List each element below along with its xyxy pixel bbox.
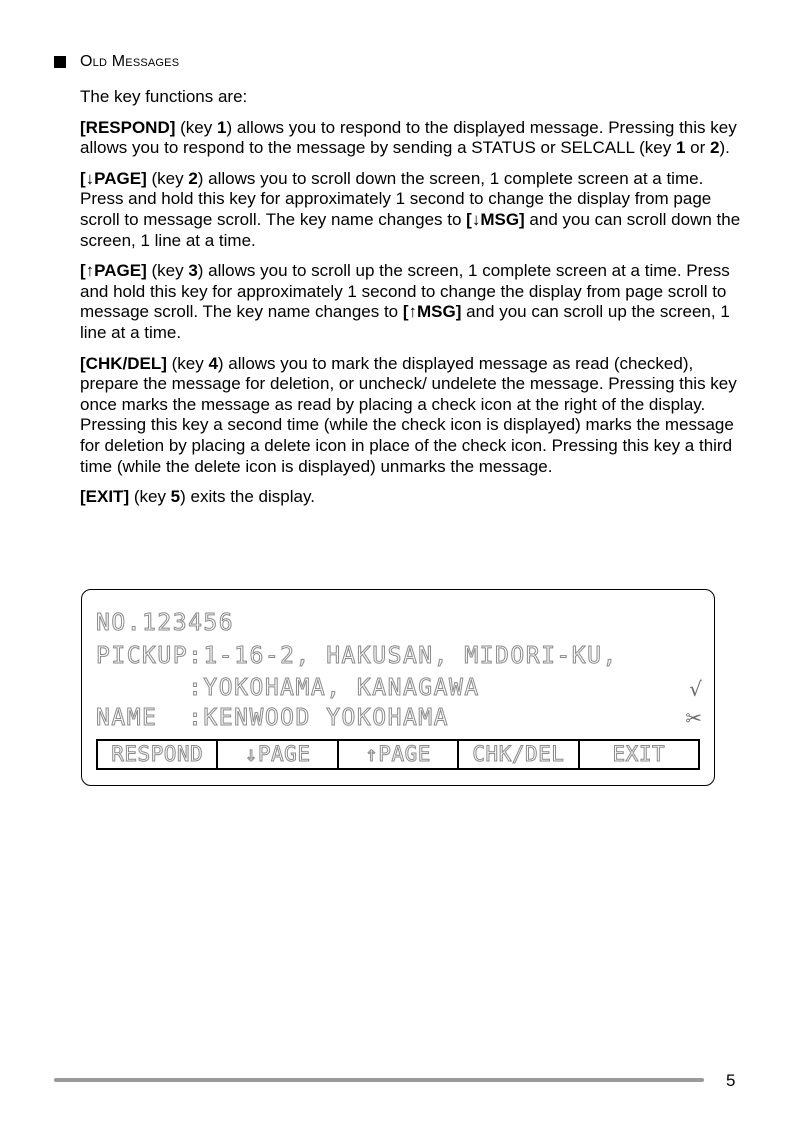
respond-key-label: [RESPOND] — [80, 117, 176, 137]
bullet-square-icon — [54, 56, 66, 68]
chkdel-paragraph: [CHK/DEL] (key 4) allows you to mark the displayed message as read (checked), prepare the message for deletion, or uncheck/ undelete the message. Pressing this key once marks the message as read by placing a check icon at the right of the display. Pressing this key a second time (while the check icon is displayed) marks the message for deletion by placing a delete icon in place of the check icon. Pressing this key a third time (while the delete icon is displayed) unmarks the message. — [80, 353, 737, 476]
pageup-paragraph: [↑PAGE] (key 3) allows you to scroll up the screen, 1 complete screen at a time. Press and hold this key for approximately 1 second to change the display from page scroll to message scroll. The key name changes to [↑MSG] and you can scroll up the screen, 1 line at a time. — [80, 261, 730, 342]
delete-icon: ✂ — [685, 706, 702, 730]
msgup-key-label: [↑MSG] — [402, 302, 462, 322]
lcd-address-line: :YOKOHAMA, KANAGAWA — [96, 675, 480, 701]
lcd-name-line: NAME :KENWOOD YOKOHAMA — [96, 705, 449, 731]
footer-rule — [54, 1078, 704, 1082]
chk-del-softkey[interactable]: CHK/DEL — [459, 741, 579, 768]
chkdel-key-label: [CHK/DEL] — [80, 353, 167, 373]
softkey-bar — [96, 739, 700, 770]
exit-paragraph: [EXIT] (key 5) exits the display. — [80, 487, 315, 507]
pagedown-key-label: [↓PAGE] — [80, 168, 147, 188]
pageup-key-label: [↑PAGE] — [80, 261, 147, 281]
lcd-display-illustration — [81, 589, 715, 786]
intro-text: The key functions are: — [80, 87, 248, 106]
check-icon: √ — [689, 677, 702, 701]
exit-key-label: [EXIT] — [80, 487, 130, 507]
page-up-softkey[interactable]: ↑PAGE — [339, 741, 459, 768]
page-down-softkey[interactable]: ↓PAGE — [218, 741, 338, 768]
lcd-pickup-line: PICKUP:1-16-2, HAKUSAN, MIDORI-KU, — [96, 643, 618, 669]
exit-softkey[interactable]: EXIT — [612, 742, 666, 766]
section-heading — [54, 53, 179, 71]
pagedown-paragraph: [↓PAGE] (key 2) allows you to scroll down the screen, 1 complete screen at a time. Press and hold this key for approximately 1 second to change the display from page scroll to message scroll. The key name changes to [↓MSG] and you can scroll down the screen, 1 line at a time. — [80, 168, 741, 250]
body-text — [80, 87, 745, 518]
msgdown-key-label: [↓MSG] — [466, 209, 525, 229]
page-number: 5 — [726, 1071, 736, 1090]
respond-paragraph: [RESPOND] (key 1) allows you to respond to the displayed message. Pressing this key allows you to respond to the message by sending a STATUS or SELCALL (key 1 or 2). — [80, 117, 737, 158]
section-title: Old Messages — [80, 53, 180, 70]
lcd-message-number: NO.123456 — [96, 610, 235, 636]
respond-softkey[interactable]: RESPOND — [98, 741, 218, 768]
